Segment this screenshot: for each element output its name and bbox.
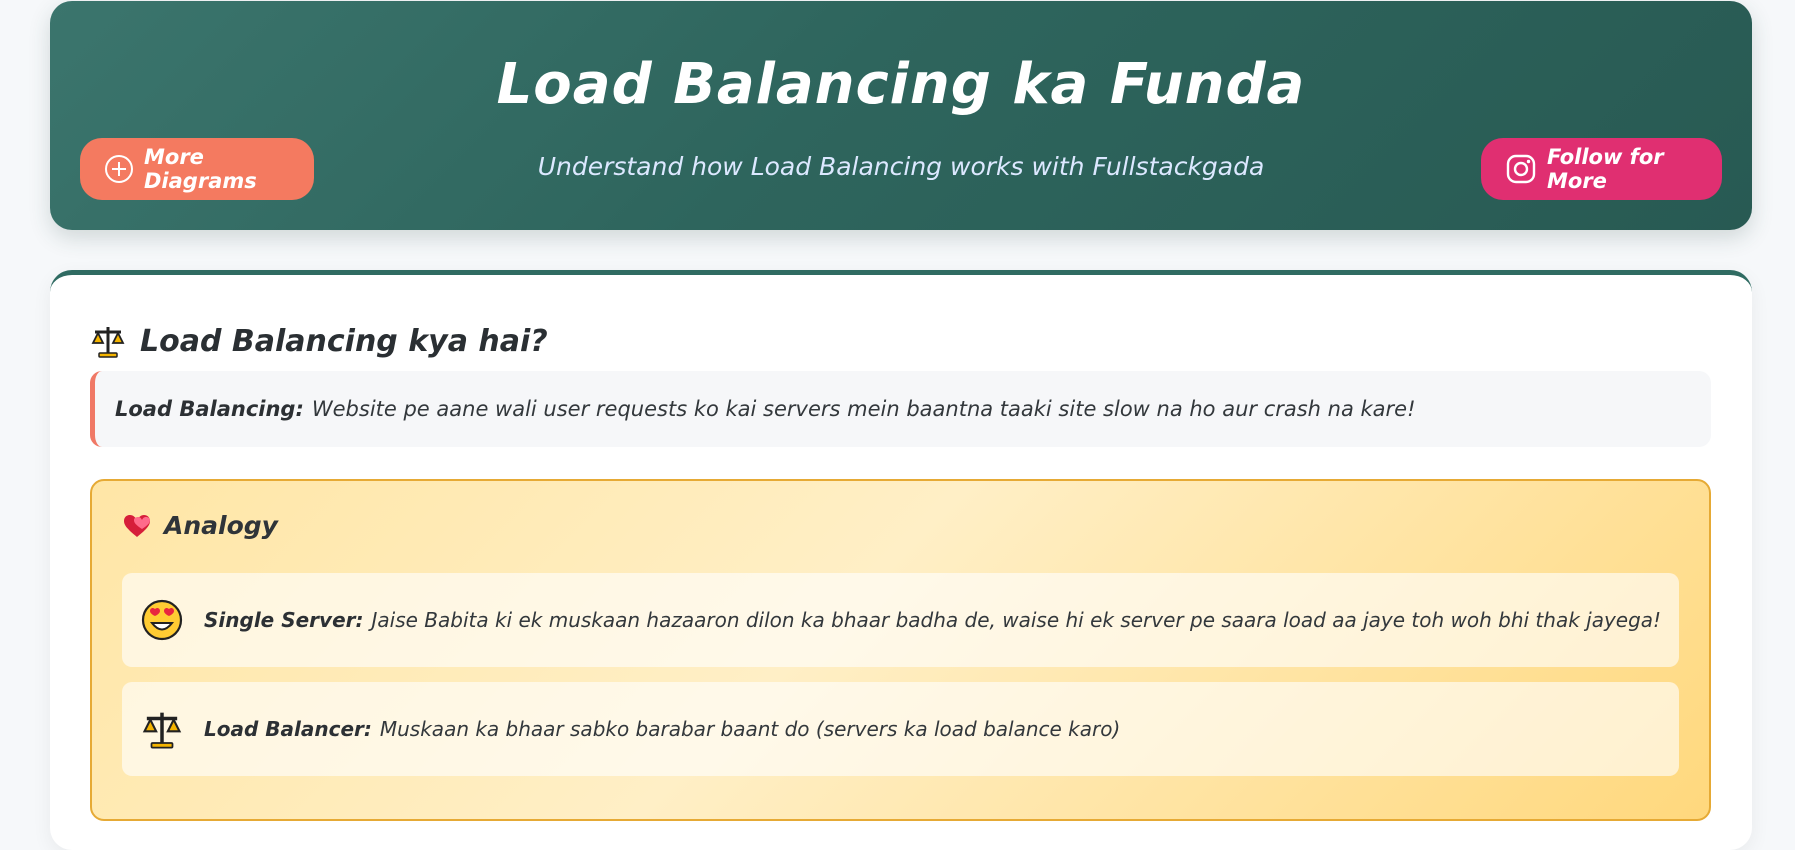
page-subtitle: Understand how Load Balancing works with Fullstackgada	[537, 152, 1265, 181]
analogy-title: Analogy	[164, 511, 278, 540]
more-diagrams-label: More Diagrams	[144, 145, 257, 193]
analogy-item-label: Single Server:	[204, 608, 364, 632]
balance-scale-icon	[141, 708, 183, 750]
analogy-box	[90, 479, 1711, 821]
analogy-item-text: Jaise Babita ki ek muskaan hazaaron dilon ka bhaar badha de, waise hi ek server pe saara load aa jaye toh woh bhi thak jayega!	[371, 608, 1662, 632]
section-title: Load Balancing kya hai?	[140, 323, 548, 359]
analogy-item-label: Load Balancer:	[204, 717, 372, 741]
balance-scale-icon	[90, 323, 126, 359]
follow-button[interactable]	[1481, 138, 1722, 200]
page-title: Load Balancing ka Funda	[496, 52, 1306, 117]
definition-label: Load Balancing:	[115, 397, 304, 421]
analogy-heading	[122, 511, 278, 540]
section-heading	[90, 323, 548, 359]
heart-eyes-face-icon	[141, 599, 183, 641]
analogy-item-text: Muskaan ka bhaar sabko barabar baant do (servers ka load balance karo)	[379, 717, 1121, 741]
header-banner	[50, 1, 1752, 230]
hearts-icon	[122, 513, 152, 539]
content-card	[50, 270, 1752, 850]
definition-text: Website pe aane wali user requests ko kai servers mein baantna taaki site slow na ho aur crash na kare!	[311, 397, 1416, 421]
instagram-icon	[1505, 153, 1537, 185]
analogy-item	[122, 573, 1679, 667]
follow-label: Follow for More	[1547, 145, 1664, 193]
analogy-item	[122, 682, 1679, 776]
definition-box	[90, 371, 1711, 447]
